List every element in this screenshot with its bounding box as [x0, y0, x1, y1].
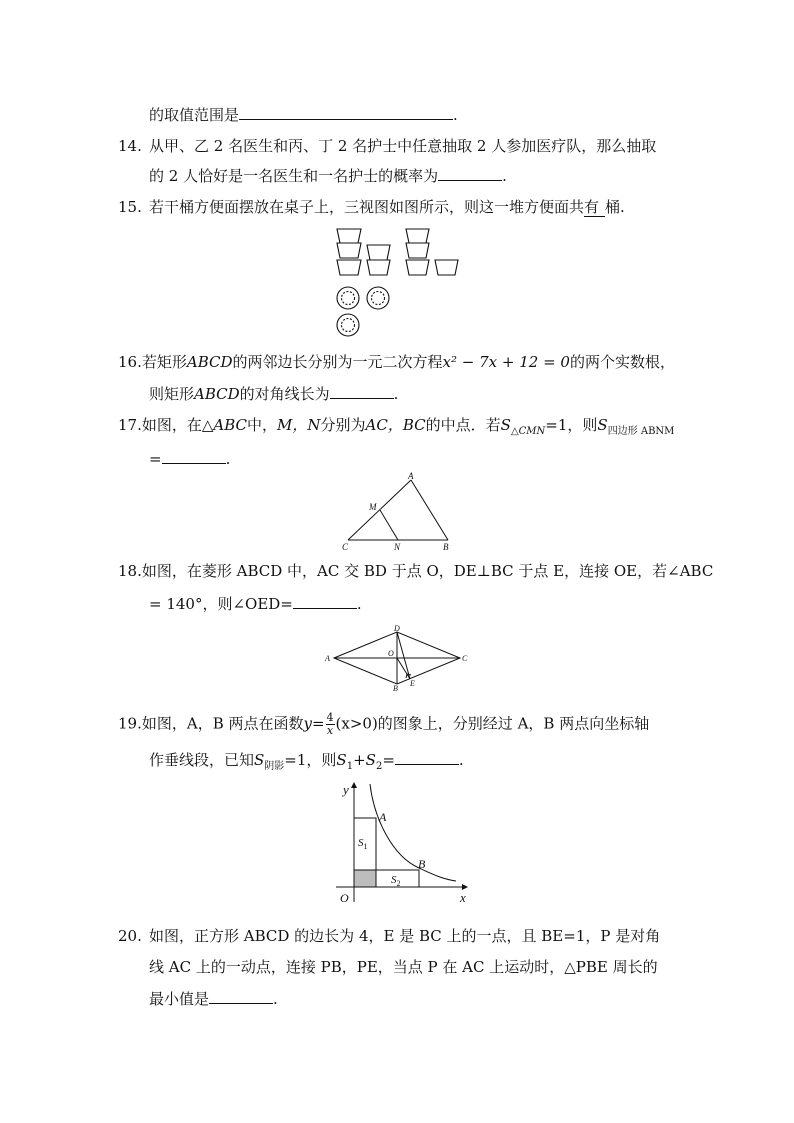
- front-view-bucket-top: [337, 229, 361, 243]
- fig19-label-S1: $S_1$: [358, 837, 368, 851]
- shaded-region: [354, 870, 376, 887]
- fig17-label-N: N: [394, 542, 401, 552]
- q18-number: 18.: [118, 562, 142, 580]
- q16-line2: 则矩形ABCD的对角线长为 .: [149, 385, 399, 403]
- q13-answer-blank[interactable]: [239, 104, 453, 120]
- side-view-bucket-right: [435, 260, 458, 275]
- top-view-circle-1: [337, 287, 359, 309]
- q13-line: 的取值范围是 .: [149, 106, 458, 124]
- fig18-label-B: B: [393, 684, 398, 692]
- fig17-label-B: B: [443, 542, 449, 552]
- fig17-label-M: M: [369, 502, 377, 512]
- q19-number: 19.: [118, 714, 142, 733]
- fig17-label-C: C: [342, 542, 349, 552]
- side-view-bucket-top: [406, 229, 429, 243]
- q15-number: 15.: [118, 198, 142, 216]
- three-view-figure: [328, 226, 468, 338]
- q15-line: 若干桶方便面摆放在桌子上，三视图如图所示，则这一堆方便面共有 桶.: [149, 198, 625, 216]
- rhombus-figure: [322, 622, 472, 692]
- q13-text: 的取值范围是: [149, 106, 240, 124]
- fig18-label-D: D: [394, 624, 400, 633]
- q14-answer-blank[interactable]: [438, 165, 502, 181]
- q20-line3: 最小值是 .: [149, 990, 278, 1008]
- front-view-bucket-right-bottom: [367, 260, 390, 275]
- front-view-bucket-bottom: [337, 260, 361, 275]
- fig18-label-C: C: [462, 654, 468, 663]
- front-view-bucket-right: [367, 245, 390, 260]
- q20-number: 20.: [118, 927, 142, 945]
- side-view-bucket-mid: [406, 243, 429, 258]
- q15-answer-blank[interactable]: 有: [584, 198, 605, 217]
- q19-fraction: $\frac{4}{x}$: [326, 711, 334, 737]
- q20-line1: 如图，正方形 ABCD 的边长为 4，E 是 BC 上的一点，且 BE=1，P 是对角: [149, 927, 661, 945]
- q14-number: 14.: [118, 137, 142, 155]
- fig19-axis-y: y: [343, 782, 349, 797]
- q20-answer-blank[interactable]: [209, 988, 273, 1004]
- triangle-figure: [336, 470, 460, 554]
- q16-line1: 16.若矩形ABCD的两邻边长分别为一元二次方程x² − 7x + 12 = 0的两个实数根，: [118, 353, 675, 371]
- q18-line2: = 140°，则∠OED= .: [149, 595, 362, 613]
- fig18-label-O: O: [388, 649, 394, 658]
- q20-line2: 线 AC 上的一动点，连接 PB，PE，当点 P 在 AC 上运动时，△PBE 周长的: [149, 958, 658, 976]
- q17-line1: 17.如图，在△ABC中，M，N分别为AC，BC的中点．若$S_{\triangle CMN}=1$，则$S_{四边形 ABNM}$: [118, 416, 675, 437]
- front-view-bucket-mid: [337, 243, 361, 258]
- q16-number: 16.: [118, 353, 142, 371]
- q14-line1: 从甲、乙 2 名医生和丙、丁 2 名护士中任意抽取 2 人参加医疗队，那么抽取: [149, 137, 657, 155]
- q17-number: 17.: [118, 416, 142, 434]
- hyperbola-curve: [370, 784, 456, 881]
- fig19-axis-x: x: [460, 890, 466, 905]
- q14-line2: 的 2 人恰好是一名医生和一名护士的概率为 .: [149, 167, 507, 185]
- fig19-origin: O: [340, 891, 349, 905]
- q18-line1: 18.如图，在菱形 ABCD 中，AC 交 BD 于点 O，DE⊥BC 于点 E，连接 OE，若∠ABC: [118, 562, 714, 580]
- hyperbola-figure: [332, 778, 477, 908]
- fig19-label-B: B: [418, 857, 426, 871]
- fig18-label-A: A: [325, 654, 330, 663]
- side-view-bucket-bottom: [406, 260, 429, 275]
- q16-answer-blank[interactable]: [330, 383, 394, 399]
- q19-line2: 作垂线段，已知$S_{阴影}=1$，则$S_1+S_2=$ .: [149, 751, 464, 772]
- q18-answer-blank[interactable]: [293, 593, 357, 609]
- top-view-circle-3: [337, 314, 359, 336]
- fig18-label-E: E: [410, 679, 415, 688]
- top-view-circle-2: [367, 287, 389, 309]
- q19-answer-blank[interactable]: [395, 749, 459, 765]
- fig19-label-S2: $S_2$: [391, 874, 401, 888]
- q17-line2: = .: [149, 450, 231, 468]
- q16-equation: x² − 7x + 12 = 0: [442, 353, 570, 371]
- q19-line1: 19.如图，A，B 两点在函数y= $\frac{4}{x}$ (x>0)的图象上，分别经过 A，B 两点向坐标轴: [118, 711, 650, 737]
- fig19-label-A: A: [379, 810, 387, 824]
- fig17-label-A: A: [408, 471, 414, 481]
- q17-answer-blank[interactable]: [162, 448, 226, 464]
